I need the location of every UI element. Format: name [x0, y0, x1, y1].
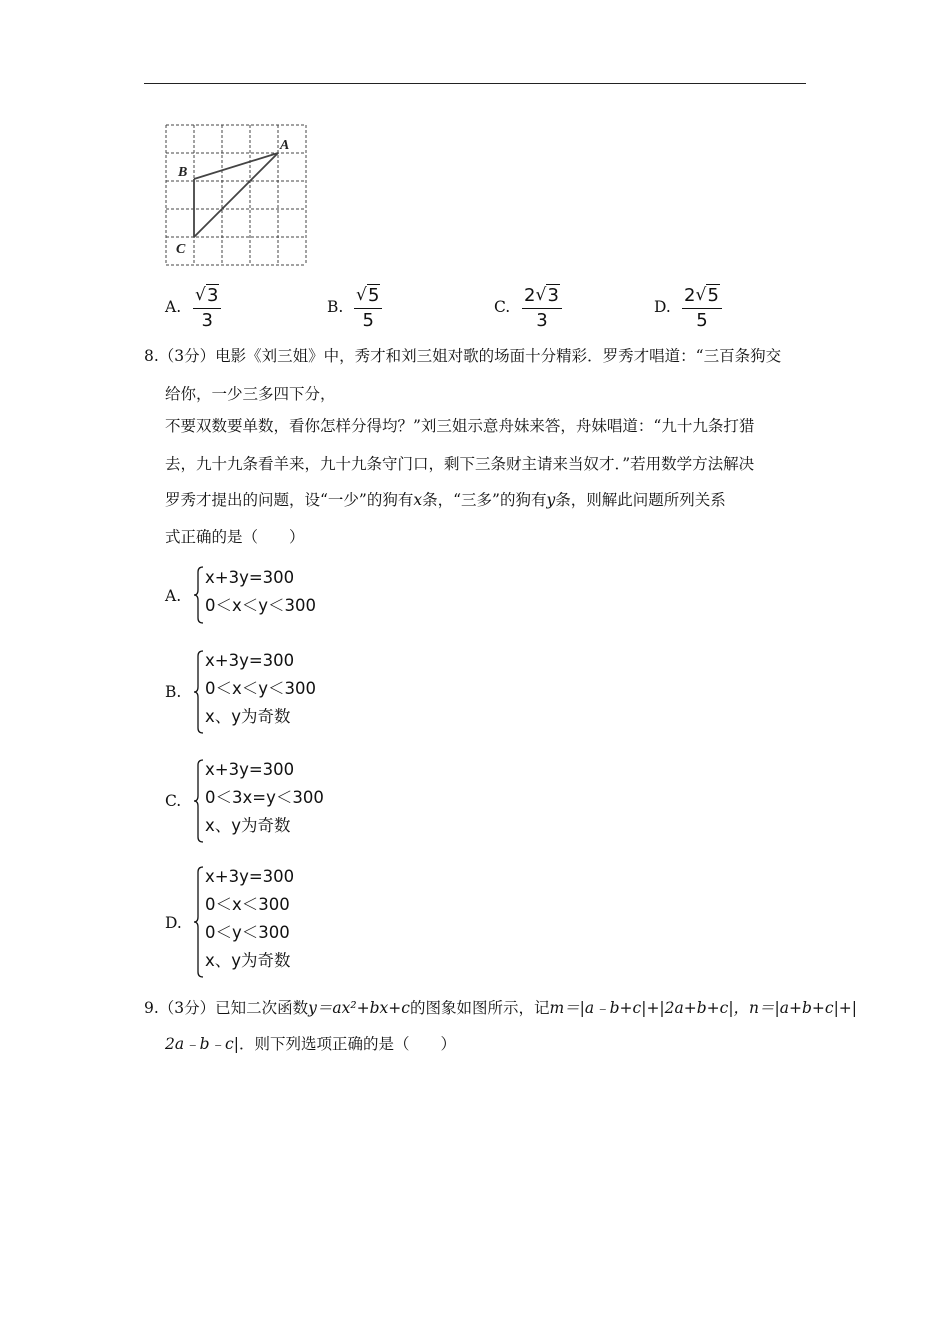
q7-option-a-label[interactable]: A. [165, 298, 182, 316]
condition-line: x、y为奇数 [205, 951, 291, 970]
header-rule [144, 83, 806, 84]
equation-line: x+3y=300 [205, 568, 295, 587]
label-a: A [280, 138, 290, 153]
q8-option-a-system [205, 564, 316, 620]
q7-option-d-label[interactable]: D. [654, 298, 671, 316]
q8-option-d-system [205, 863, 294, 975]
q8-stem-line6: 式正确的是（ ） [165, 528, 305, 546]
q9-m-n-expression: m＝|a﹣b+c|+|2a+b+c|，n＝|a+b+c|+| [549, 999, 858, 1017]
label-c: C [176, 242, 186, 257]
brace-a [194, 566, 204, 624]
q9-line2-post: ．则下列选项正确的是（ ） [238, 1035, 456, 1053]
condition-line: x、y为奇数 [205, 707, 291, 726]
q8-stem-line5 [165, 490, 726, 510]
q9-number: 9. [144, 999, 159, 1017]
brace-c [194, 759, 204, 843]
q7-option-b-fraction: √ 5 5 [354, 285, 382, 332]
q7-option-c-label[interactable]: C. [494, 298, 511, 316]
inequality-line: 0＜x＜y＜300 [205, 596, 317, 615]
q9-line2-expression: 2a﹣b﹣c| [165, 1035, 239, 1053]
q9-stem-line1 [144, 998, 857, 1018]
brace-b [194, 650, 204, 734]
triangle-abc [194, 153, 278, 237]
inequality-line-x: 0＜x＜300 [205, 895, 290, 914]
inequality-line-y: 0＜y＜300 [205, 923, 290, 942]
brace-d [194, 866, 204, 978]
inequality-line: 0＜3x=y＜300 [205, 788, 324, 807]
q9-formula: y＝ax²+bx+c [308, 999, 410, 1017]
q7-option-b-label[interactable]: B. [327, 298, 344, 316]
q8-stem-line4: 去，九十九条看羊来，九十九条守门口，剩下三条财主请来当奴才．”若用数学方法解决 [165, 455, 755, 473]
q8-text-line1: （3分）电影《刘三姐》中，秀才和刘三姐对歌的场面十分精彩．罗秀才唱道：“三百条狗交 [158, 347, 782, 365]
q8-option-d-label[interactable]: D. [165, 914, 182, 932]
q8-stem-line3: 不要双数要单数，看你怎样分得均？”刘三姐示意舟妹来答，舟妹唱道：“九十九条打猎 [165, 417, 755, 435]
q8-stem-line2: 给你，一少三多四下分， [165, 385, 336, 403]
inequality-line: 0＜x＜y＜300 [205, 679, 317, 698]
q8-line5-post: 条，则解此问题所列关系 [555, 491, 726, 509]
var-y: y [546, 491, 556, 509]
equation-line: x+3y=300 [205, 760, 295, 779]
q9-stem-line2 [165, 1034, 456, 1054]
grid-triangle-figure [163, 122, 309, 268]
q9-line1-pre: （3分）已知二次函数 [158, 999, 309, 1017]
q8-option-c-system [205, 756, 324, 840]
q8-line5-mid: 条，“三多”的狗有 [422, 491, 547, 509]
q9-line1-mid: 的图象如图所示，记 [409, 999, 550, 1017]
q7-option-d-fraction: 2 √ 5 5 [682, 285, 722, 332]
q7-option-c-fraction: 2 √ 3 3 [522, 285, 562, 332]
q8-option-a-label[interactable]: A. [165, 587, 182, 605]
var-x: x [413, 491, 423, 509]
q7-option-a-fraction: √ 3 3 [193, 285, 221, 332]
condition-line: x、y为奇数 [205, 816, 291, 835]
q8-stem-line1 [144, 346, 781, 366]
equation-line: x+3y=300 [205, 651, 295, 670]
q8-option-b-system [205, 647, 316, 731]
q8-option-c-label[interactable]: C. [165, 792, 182, 810]
q8-line5-pre: 罗秀才提出的问题，设“一少”的狗有 [165, 491, 414, 509]
q8-option-b-label[interactable]: B. [165, 683, 182, 701]
label-b: B [178, 165, 188, 180]
q8-number: 8. [144, 347, 159, 365]
equation-line: x+3y=300 [205, 867, 295, 886]
